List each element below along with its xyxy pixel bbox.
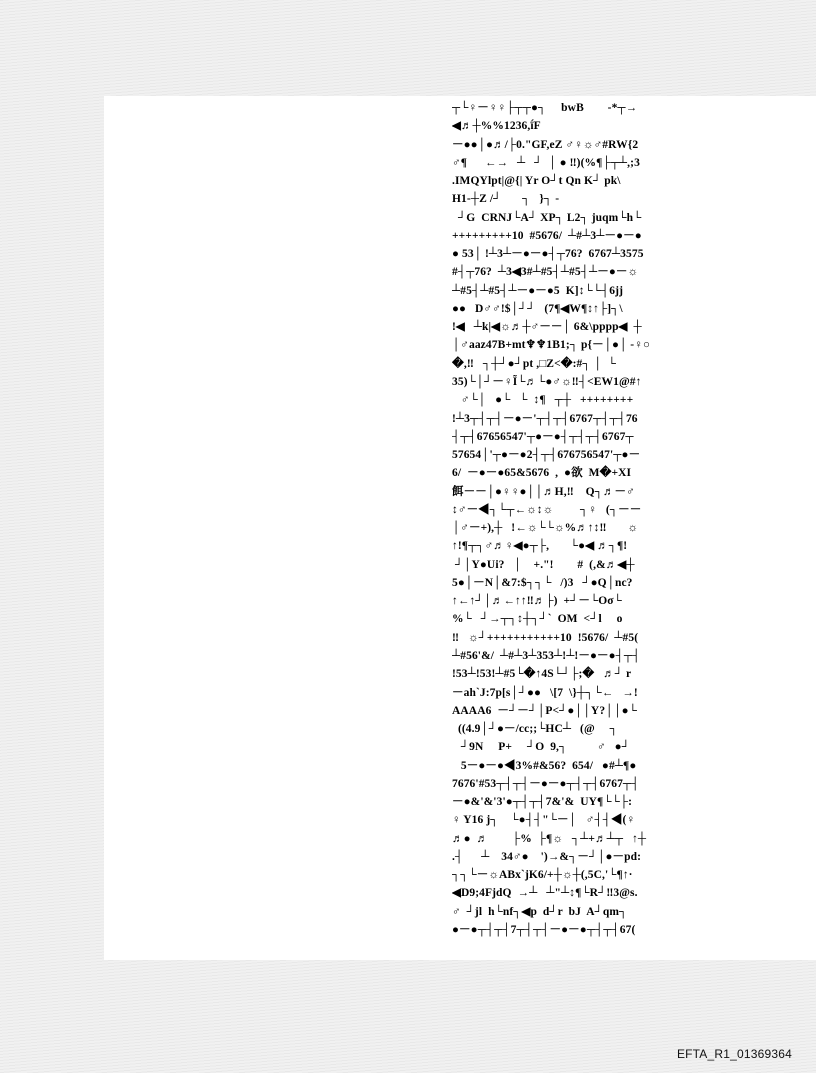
- text-line: +++++++++10 #5676/ ┴#┴3┴－●－●: [452, 229, 642, 242]
- text-line: ↑!¶┬┐♂♬♀◀●┬├, └●◀ ♬┐¶!: [452, 540, 628, 553]
- text-line: ●－●┬┤┬┤7┬┤┬┤－●－●┬┤┬┤67(: [452, 923, 636, 936]
- text-line: ◀D9;4FjdQ →┴ ┴"┴↕¶└R┘‼3@s.: [452, 887, 638, 900]
- text-line: 7676'#53┬┤┬┤－●－●┬┤┬┤6767┬┤: [452, 777, 640, 790]
- text-line: │♂－+),┼ !←☼└└☼%♬↑↕‼ ☼: [452, 522, 639, 535]
- text-line: ┴#56'&/ ┴#┴3┴353┴!┴!－●－●┤┬┤: [452, 649, 641, 662]
- text-line: ♂¶ ←→ ┴ ┘ │ ● ‼)(%¶├┬┴,;3: [452, 156, 640, 169]
- text-line: AAAA6 －┘－┘│P<┘●││Y?││●└: [452, 704, 637, 717]
- text-line: ↕♂－◀┐└┬←☼↕☼ ┐♀ (┐－－: [452, 503, 642, 516]
- text-line: 57654│'┬●－●2┤┬┤676756547'┬●－: [452, 449, 641, 462]
- text-line: ♂ ┘jl h└nf┐◀p d┘r bJ A┘qm┐: [452, 905, 628, 918]
- text-line: ┘9N P+ ┘O 9,┐ ♂ ●┘: [452, 741, 630, 754]
- text-line: ((4.9│┘●－/cc;;└HC┴ (@ ┐: [452, 723, 618, 736]
- text-line: %└ ┘→┬┐↕┼┐┘` OM <┘l o: [452, 613, 623, 626]
- text-line: 5●│－N│&7:$┐┐└ /)3 ┘●Q│nc?: [452, 576, 633, 589]
- text-line: 6/ －●－●65&5676 , ●欲 M�+XI: [452, 467, 632, 480]
- text-line: 餌－－│●♀♀●││♬H,‼ Q┐♬－♂: [452, 485, 635, 498]
- text-line: 5－●－●◀3%#&56? 654/ ●#┴¶●: [452, 759, 637, 772]
- text-line: ┴#5┤┴#5┤┴－●－●5 K]↕└└┤6jj: [452, 284, 624, 297]
- scanned-page: [104, 96, 816, 960]
- text-line: ♀ Y16 j┐ └●┤┤"└－│ ♂┤┤◀(♀: [452, 814, 636, 827]
- text-line: │♂aaz47B+mt♆♆1B1;┐ p{－│●│ -♀○: [452, 339, 650, 352]
- text-line: ┐┐└－☼ABx`jK6/+┼☼┼(,5C,'└¶↑·: [452, 869, 633, 882]
- text-line: .IMQYlpt|@{| Yr O┘t Qn K┘ pk\: [452, 175, 621, 188]
- text-line: －ah`J:7p[s│┘●● \[7 \}┼┐└← →!: [452, 686, 638, 699]
- text-line: －●●│●♬/├0."GF,eZ ♂♀☼♂#RW{2: [452, 138, 639, 151]
- garbled-ocr-text-block: [452, 99, 816, 939]
- text-line: ‼ ☼┘+++++++++++10 !5676/ ┴#5(: [452, 631, 639, 644]
- text-line: ┘│Y●Ui? │ +."! # (,&♬◀┼: [452, 558, 635, 571]
- text-line: ┘G CRNJ└A┘ XP┐ L2┐ juqm└h└: [452, 211, 642, 224]
- text-line: ┤┬┤67656547'┬●－●┤┬┤┬┤6767┬: [452, 430, 634, 443]
- text-line: ♂└│ ●└ └ ↕¶ ┬┼ ++++++++: [452, 394, 634, 407]
- text-line: !◀ ┴k|◀☼♬┼♂－－│ 6&\pppp◀ ┼: [452, 321, 642, 334]
- text-line: ◀♬┼%%1236,ḯF: [452, 120, 541, 133]
- text-line: !┴3┬┤┬┤－●－'┬┤┬┤6767┬┤┬┤76: [452, 412, 638, 425]
- text-line: ● 53│ !┴3┴－●－●┤┬76? 6767┴3575: [452, 248, 644, 261]
- text-line: ●● D♂♂!$│┘┘ (7¶◀W¶↕↑├]┐\: [452, 302, 623, 315]
- text-line: .┤ ┴ 34♂● ')→&┐－┘│●－pd:: [452, 850, 642, 863]
- text-line: －●&'&'3'●┬┤┬┤7&'& UY¶└└├:: [452, 796, 633, 809]
- text-line: #┤┬76? ┴3◀3#┴#5┤┴#5┤┴－●－☼: [452, 266, 639, 279]
- text-line: ↑←↑┘│♬←↑↑‼♬├) +┘－└Oσ└: [452, 595, 622, 608]
- text-line: !53┴!53!┴#5└�↑4S└┘├;� ♬┘ r: [452, 668, 632, 681]
- bates-number: EFTA_R1_01369364: [676, 1047, 792, 1061]
- text-line: ♬● ♬ ├% ├¶☼ ┐┴+♬┴┬ ↑┼: [452, 832, 647, 845]
- text-line: �,‼ ┐┼┘●┘pt ,□Z<�:#┐ │ └: [452, 357, 617, 370]
- text-line: 35)└│┘－♀Ĩ└♬└●♂☼‼┤<EW1@#↑: [452, 375, 642, 388]
- text-line: H1-┼Z /┘ ┐ }┐ -: [452, 193, 560, 206]
- text-line: ┬└♀－♀♀├┬┬●┐ bwB -*┬→: [452, 102, 638, 114]
